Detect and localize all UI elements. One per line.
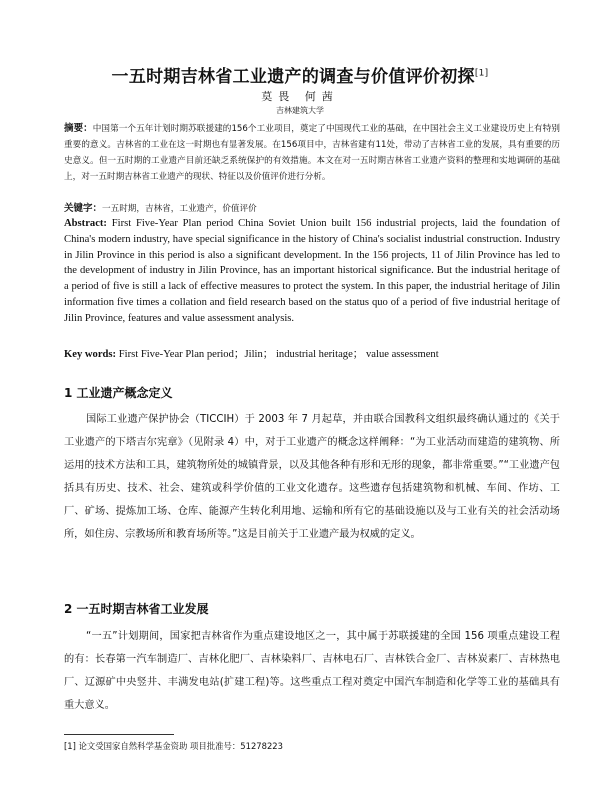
- english-abstract-label: Abstract:: [64, 218, 107, 229]
- section-2-heading: 2 一五时期吉林省工业发展: [64, 602, 209, 616]
- english-keywords-label: Key words:: [64, 349, 117, 360]
- section-1-heading: 1 工业遗产概念定义: [64, 386, 173, 400]
- chinese-abstract-text: 中国第一个五年计划时期苏联援建的156个工业项目，奠定了中国现代工业的基础，在中国社会主义工业建设历史上有特别重要的意义。吉林省的工业在这一时期也有显著发展。在156项目中，吉林省建有11处，带动了吉林省工业的发展，具有重要的历史意义。但一五时期的工业遗产目前还缺乏系统保护的有效措施。本文在对一五时期吉林省工业遗产资料的整理和实地调研的基础上，对一五时期吉林省工业遗产的现状、特征以及价值评价进行分析。: [64, 124, 560, 182]
- author-affiliation: 吉林建筑大学: [276, 106, 324, 115]
- footnote-divider: [64, 734, 174, 735]
- title-footnote-ref: [1]: [474, 68, 489, 79]
- author-names: 莫畏 何茜: [261, 90, 339, 103]
- chinese-keywords: [64, 202, 560, 216]
- footnote: [1] 论文受国家自然科学基金资助 项目批准号：51278223: [64, 741, 283, 751]
- chinese-abstract-label: 摘要：: [64, 123, 93, 134]
- section-1-paragraph: 国际工业遗产保护协会（TICCIH）于 2003 年 7 月起草，并由联合国教科文组织最终确认通过的《关于工业遗产的下塔吉尔宪章》（见附录 4）中，对于工业遗产的概念这样阐释：“为工业活动而建造的建筑物、所运用的技术方法和工具，建筑物所处的城镇背景，以及其他各种有形和无形的现象，都非常重要。”“工业遗产包括具有历史、技术、社会、建筑或科学价值的工业文化遗存。这些遗存包括建筑物和机械、车间、作坊、工厂、矿场、提炼加工场、仓库、能源产生转化利用地、运输和所有它的基础设施以及与工业有关的社会活动场所，如住房、宗教场所和教育场所等。”这是目前关于工业遗产最为权威的定义。: [64, 414, 560, 540]
- english-keywords-text: First Five-Year Plan period；Jilin； industrial heritage； value assessment: [118, 349, 439, 360]
- english-abstract-text: First Five-Year Plan period China Soviet Union built 156 industrial projects, laid the foundation of China's modern industry, have special significance in the history of China's socialist industrial construction. Industry in Jilin Province in this period is also a significant development. In the 156 projects, 11 of Jilin Province has led to the development of industry in Jilin Province, has an important historical significance. But the industrial heritage of a period of five is still a lack of effective measures to protect the system. In this paper, the industrial heritage of Jilin information five times a collation and field research based on the status quo of a period of five industrial heritage of Jilin Province, features and value assessment analysis.: [64, 218, 560, 324]
- section-2-paragraph: “一五”计划期间，国家把吉林省作为重点建设地区之一，其中属于苏联援建的全国 156 项重点建设工程的有：长春第一汽车制造厂、吉林化肥厂、吉林染料厂、吉林电石厂、吉林铁合金厂、吉林炭素厂、吉林热电厂、辽源矿中央竖井、丰满发电站(扩建工程)等。这些重点工程对奠定中国汽车制造和化学等工业的基础具有重大意义。: [64, 631, 560, 711]
- chinese-abstract: [64, 121, 560, 185]
- english-abstract: [64, 216, 560, 327]
- chinese-keywords-label: 关键字：: [64, 203, 103, 214]
- paper-title-text: 一五时期吉林省工业遗产的调查与价值评价初探: [111, 67, 475, 87]
- paper-title: [0, 62, 600, 87]
- english-keywords: [64, 348, 560, 362]
- chinese-keywords-text: 一五时期，吉林省，工业遗产，价值评价: [102, 204, 257, 214]
